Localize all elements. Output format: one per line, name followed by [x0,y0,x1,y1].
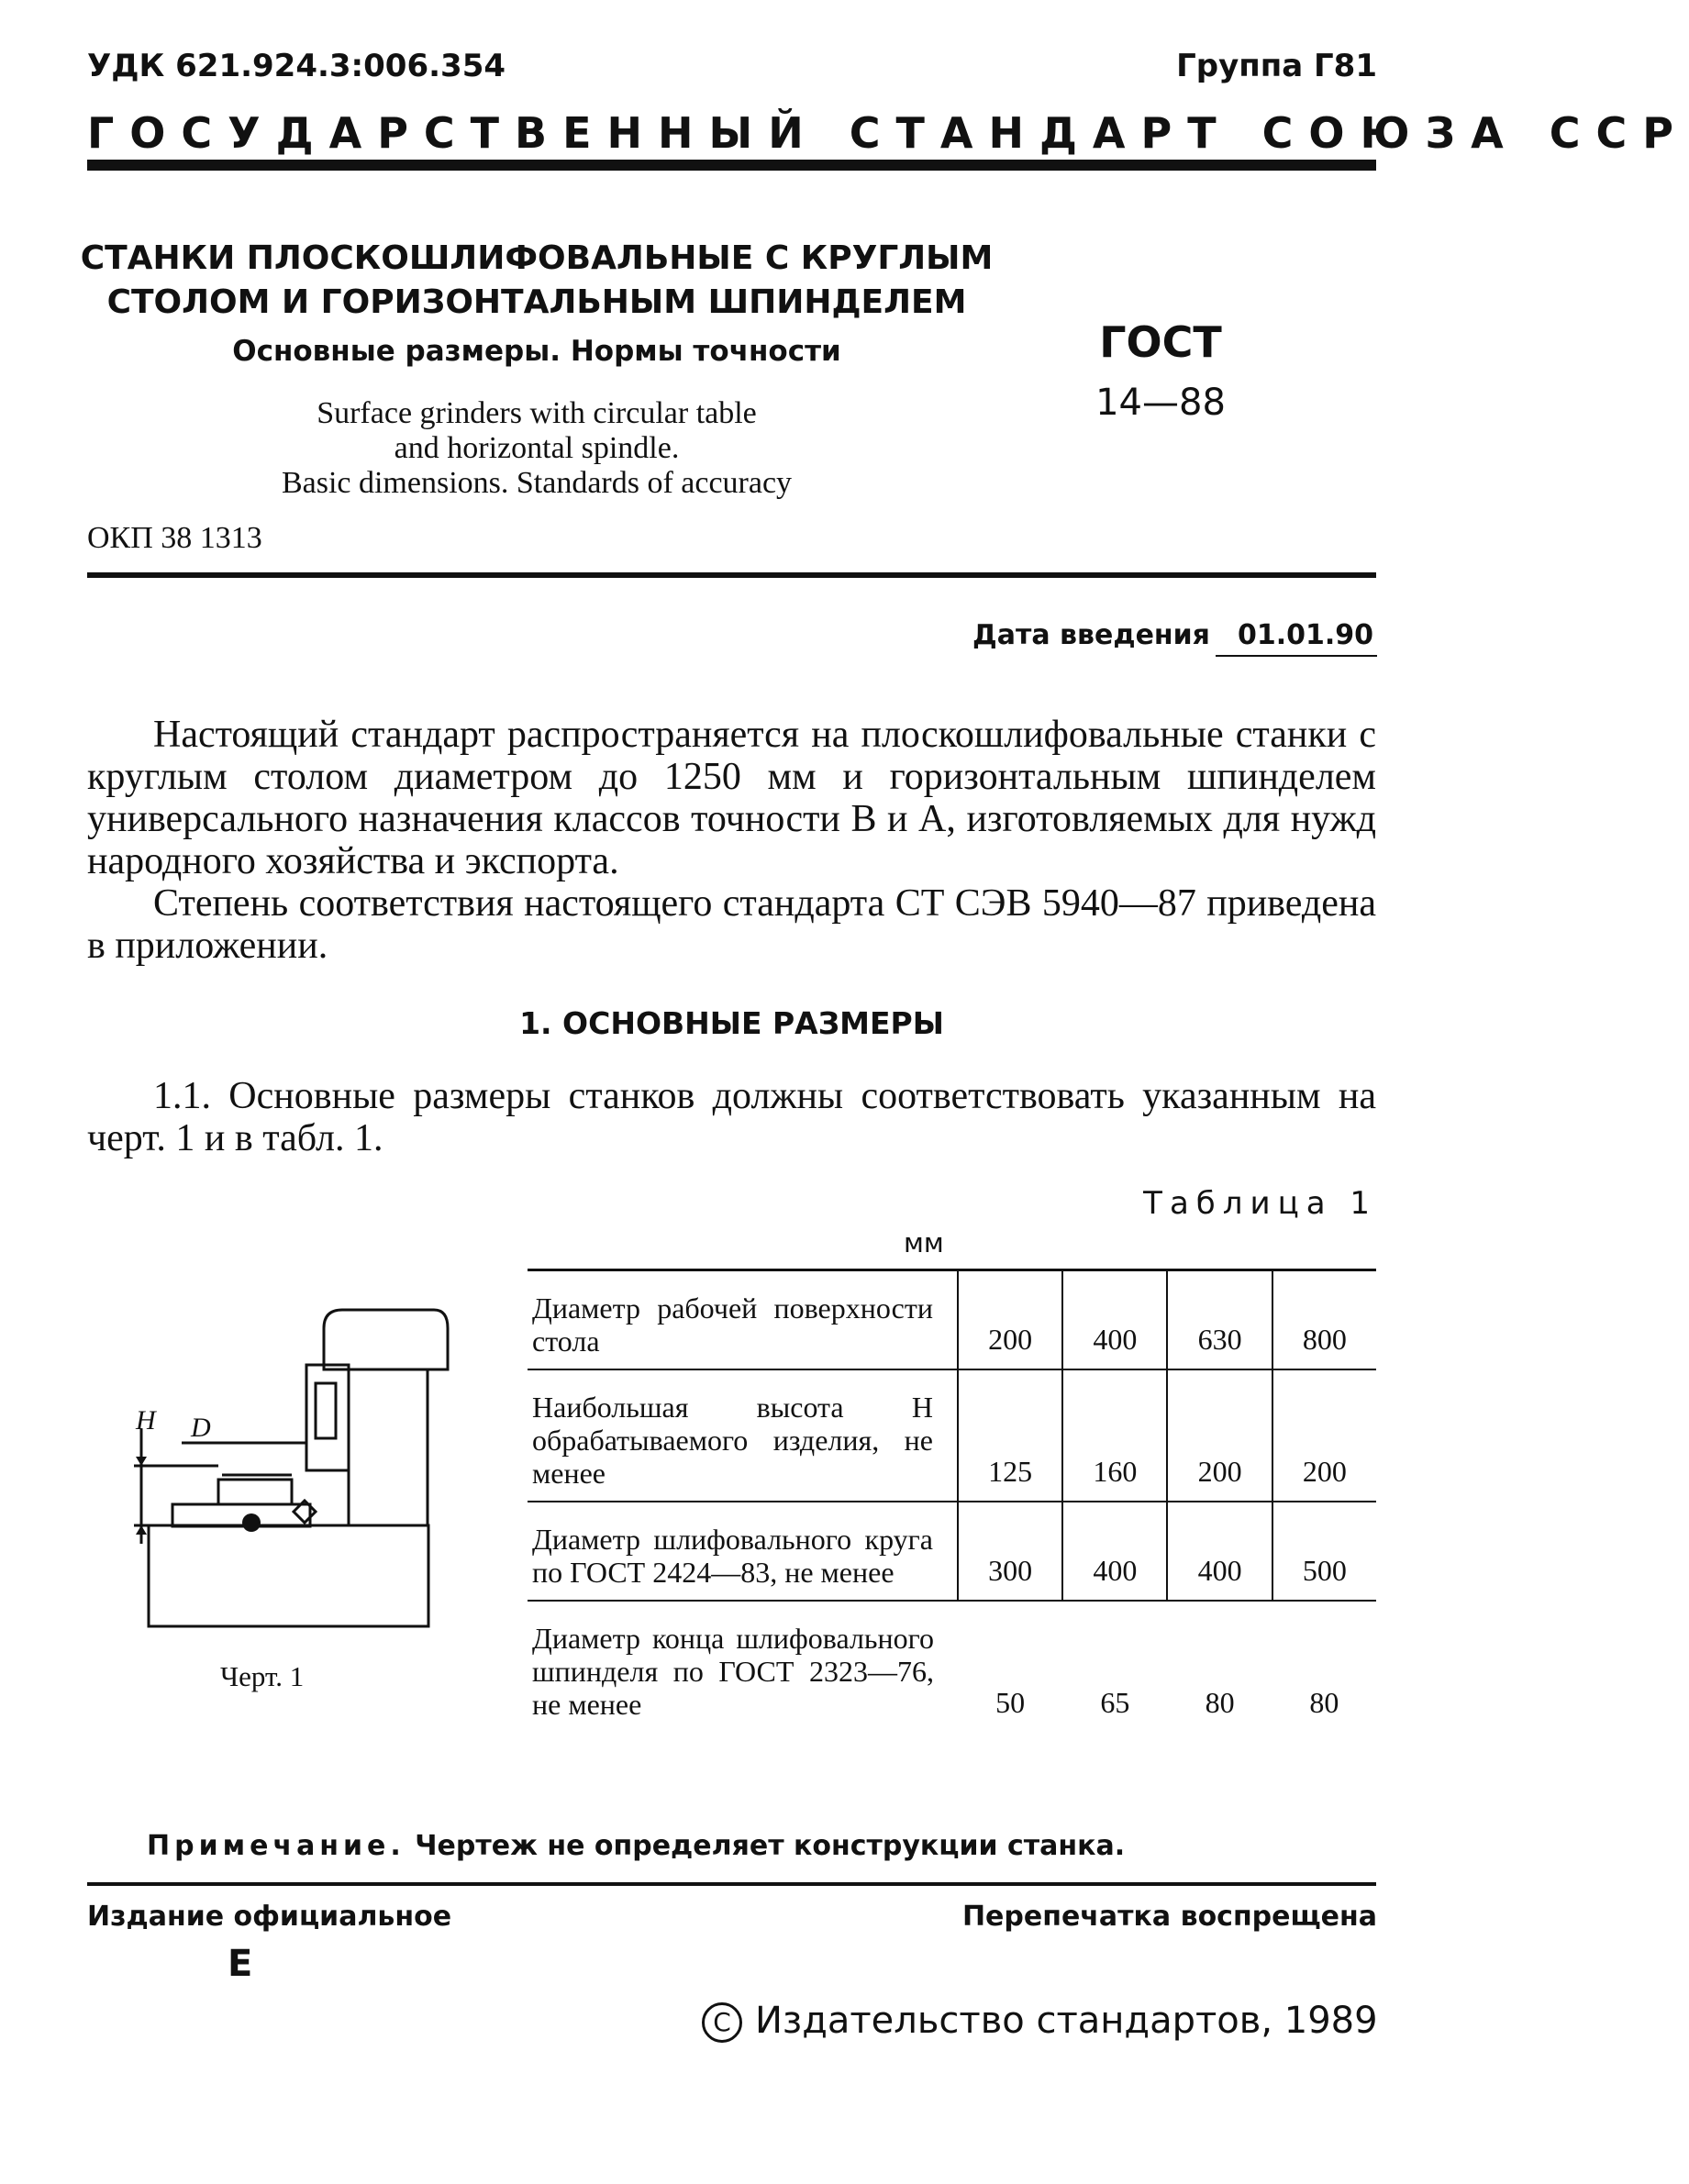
table-unit: мм [904,1227,944,1258]
table-cell: 125 [958,1369,1062,1502]
document-title [78,237,995,325]
table-cell: 50 [995,1686,1026,1719]
row-label: Диаметр рабочей поверхности стола [532,1292,933,1358]
table-center-mark [242,1513,261,1532]
copyright-text: Издательство стандартов, 1989 [755,2000,1378,2042]
table-cell: 65 [1100,1686,1130,1719]
okp-code: ОКП 38 1313 [87,521,262,555]
table-cell: 630 [1167,1270,1272,1370]
title-line-1: СТАНКИ ПЛОСКОШЛИФОВАЛЬНЫЕ С КРУГЛЫМ [80,239,994,277]
row-label: Диаметр шлифовального круга по ГОСТ 2424—83, не менее [532,1523,933,1589]
row-label: Диаметр конца шлифовального шпинделя по ГОСТ 2323—76, не менее [532,1622,934,1721]
note-text: Чертеж не определяет конструкции станка. [415,1830,1126,1862]
workpiece [218,1480,292,1504]
table-cell: 500 [1272,1502,1376,1601]
table-cell: 800 [1272,1270,1376,1370]
machine-head [324,1310,448,1369]
table-cell: 80 [1205,1686,1235,1719]
section-heading: 1. ОСНОВНЫЕ РАЗМЕРЫ [519,1005,944,1041]
figure-label-d: D [191,1413,211,1443]
top-rule [87,160,1376,171]
spindle-housing [306,1365,349,1470]
machine-drawing [136,1292,448,1631]
table-cell: 80 [1309,1686,1339,1719]
table-cell: 300 [958,1502,1062,1601]
table-cell: 400 [1062,1502,1167,1601]
paragraph-compliance: Степень соответствия настоящего стандарта СТ СЭВ 5940—87 приведена в приложении. [87,882,1376,967]
table-cell: 400 [1062,1270,1167,1370]
gost-number: 14—88 [1095,382,1226,424]
reprint-notice: Перепечатка воспрещена [961,1901,1377,1933]
english-title [78,396,995,501]
group-code: Группа Г81 [1176,48,1377,84]
table-caption: Таблица 1 [1143,1185,1377,1222]
bottom-rule [87,1882,1376,1886]
table-cell: 160 [1062,1369,1167,1502]
english-line-3: Basic dimensions. Standards of accuracy [281,466,793,500]
figure-caption: Черт. 1 [220,1660,305,1692]
union-standard-heading: ГОСУДАРСТВЕННЫЙ СТАНДАРТ СОЮЗА ССР [87,108,1689,158]
document-subtitle: Основные размеры. Нормы точности [232,335,841,368]
machine-table [172,1504,310,1526]
table-note [147,1830,1125,1862]
copyright-icon: C [702,2002,742,2043]
table-row [528,1369,1376,1502]
row-label: Наибольшая высота H обрабатываемого изделия, не менее [532,1391,933,1490]
intro-date-label: Дата введения [972,619,1210,651]
table-row [528,1601,1376,1732]
wheel-guard [316,1383,336,1438]
table-row [528,1270,1376,1370]
english-line-2: and horizontal spindle. [394,431,680,465]
table-row [528,1502,1376,1601]
official-edition: Издание официальное [87,1901,452,1933]
table-cell: 200 [958,1270,1062,1370]
edition-letter: Е [228,1943,253,1985]
gost-label: ГОСТ [1099,317,1222,367]
copyright-line [702,2000,1378,2043]
dimensions-table [528,1269,1376,1732]
introduction-date [972,619,1377,657]
machine-column [349,1369,428,1525]
figure-label-h: H [136,1405,156,1436]
note-label: Примечание. [147,1830,406,1862]
machine-base [149,1525,428,1626]
table-cell: 200 [1272,1369,1376,1502]
table-cell: 400 [1167,1502,1272,1601]
title-line-2: СТОЛОМ И ГОРИЗОНТАЛЬНЫМ ШПИНДЕЛЕМ [106,283,967,321]
paragraph-dimensions: 1.1. Основные размеры станков должны соответствовать указанным на черт. 1 и в табл. 1. [87,1075,1376,1159]
paragraph-scope: Настоящий стандарт распространяется на плоскошлифовальные станки с круглым столом диаметром до 1250 мм и горизонтальным шпинделем универсального назначения классов точности В и А, изготовляемых для нужд народного хозяйства и экспорта. [87,714,1376,882]
english-line-1: Surface grinders with circular table [317,396,757,430]
udk-code: УДК 621.924.3:006.354 [87,48,506,84]
table-cell: 200 [1167,1369,1272,1502]
intro-date-value: 01.01.90 [1216,619,1377,657]
middle-rule [87,572,1376,578]
